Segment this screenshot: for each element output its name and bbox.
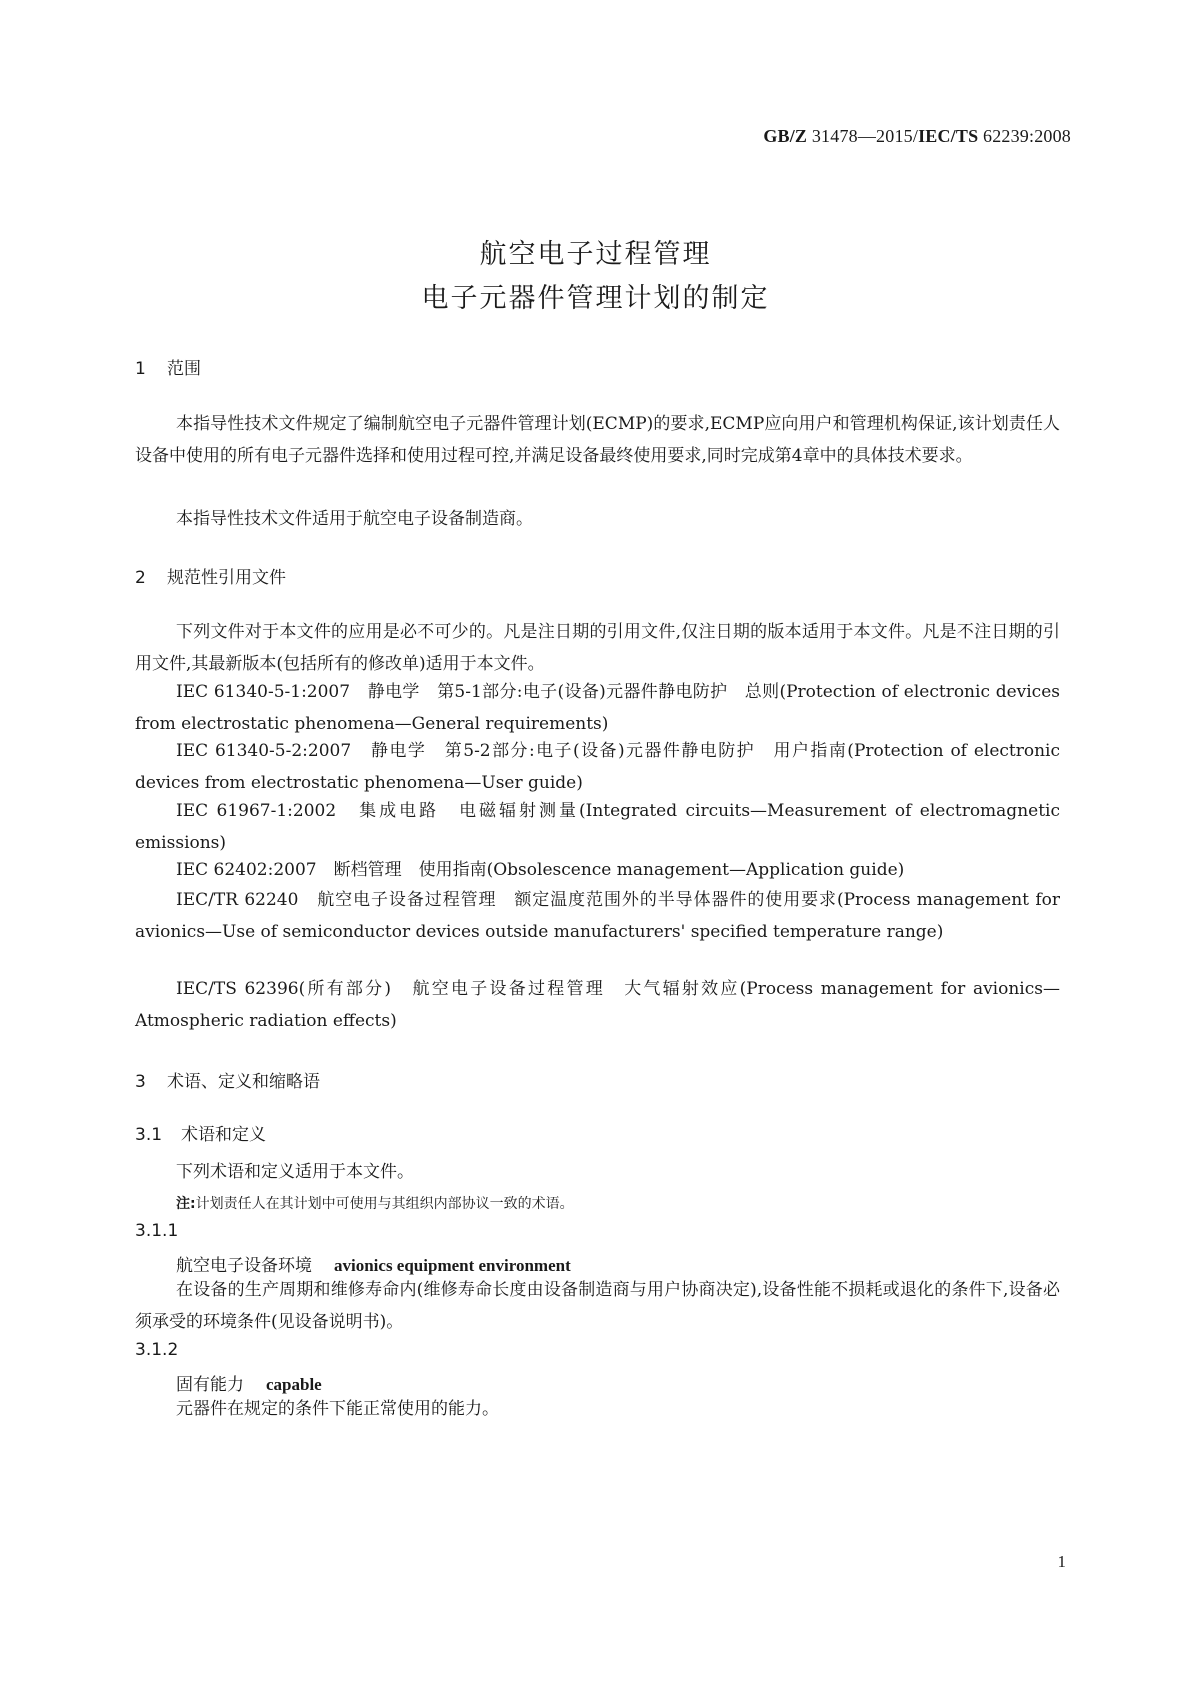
reference-item: IEC 61967-1:2002 集成电路 电磁辐射测量(Integrated circuits—Measurement of electromagnetic emissions) [135,801,1060,853]
note-text: 计划责任人在其计划中可使用与其组织内部协议一致的术语。 [195,1196,574,1212]
reference-item: IEC 61340-5-2:2007 静电学 第5-2部分:电子(设备)元器件静电防护 用户指南(Protection of electronic devices from electrostatic phenomena—User guide) [135,741,1060,793]
terms-intro: 下列术语和定义适用于本文件。 [176,1162,414,1182]
doc-code-part3: IEC/TS [918,126,979,146]
term-number: 3.1.2 [135,1340,179,1360]
reference-item: IEC 62402:2007 断档管理 使用指南(Obsolescence management—Application guide) [176,860,905,880]
reference-item: IEC 61340-5-1:2007 静电学 第5-1部分:电子(设备)元器件静电防护 总则(Protection of electronic devices from electrostatic phenomena—General requirements) [135,682,1060,734]
doc-code-part2: 31478—2015/ [807,126,919,146]
section-title: 范围 [167,359,201,379]
document-code [763,126,1071,147]
term-zh: 航空电子设备环境 [176,1256,312,1276]
section-title: 规范性引用文件 [167,568,286,588]
page-title-line2: 电子元器件管理计划的制定 [421,283,770,314]
term-heading [176,1251,571,1276]
section-heading-normative [135,563,286,588]
note-label: 注: [176,1196,196,1212]
page-number: 1 [1057,1552,1066,1571]
terms-note [176,1193,574,1213]
term-definition: 在设备的生产周期和维修寿命内(维修寿命长度由设备制造商与用户协商决定),设备性能不损耗或退化的条件下,设备必须承受的环境条件(见设备说明书)。 [135,1280,1060,1332]
section-number: 1 [135,359,146,379]
section-number: 3.1 [135,1125,163,1145]
section-title: 术语、定义和缩略语 [167,1072,320,1092]
reference-item: IEC/TR 62240 航空电子设备过程管理 额定温度范围外的半导体器件的使用要求(Process management for avionics—Use of semiconductor devices outside manufacturers' specified temperature range) [135,890,1060,942]
term-en: capable [266,1375,322,1394]
term-definition: 元器件在规定的条件下能正常使用的能力。 [176,1399,499,1419]
term-zh: 固有能力 [176,1375,244,1395]
section-title: 术语和定义 [181,1125,266,1145]
term-heading [176,1370,322,1395]
scope-paragraph-1: 本指导性技术文件规定了编制航空电子元器件管理计划(ECMP)的要求,ECMP应向用户和管理机构保证,该计划责任人设备中使用的所有电子元器件选择和使用过程可控,并满足设备最终使用要求,同时完成第4章中的具体技术要求。 [135,414,1060,466]
subsection-heading-terms-definitions [135,1120,266,1145]
section-number: 2 [135,568,146,588]
term-en: avionics equipment environment [334,1256,571,1275]
term-number: 3.1.1 [135,1221,179,1241]
doc-code-part4: 62239:2008 [978,126,1071,146]
section-heading-terms [135,1067,320,1092]
reference-item: IEC/TS 62396(所有部分) 航空电子设备过程管理 大气辐射效应(Process management for avionics—Atmospheric radiation effects) [135,979,1060,1031]
normative-intro: 下列文件对于本文件的应用是必不可少的。凡是注日期的引用文件,仅注日期的版本适用于本文件。凡是不注日期的引用文件,其最新版本(包括所有的修改单)适用于本文件。 [135,622,1060,674]
scope-paragraph-2: 本指导性技术文件适用于航空电子设备制造商。 [176,509,533,529]
section-number: 3 [135,1072,146,1092]
page-title-line1: 航空电子过程管理 [479,239,712,270]
section-heading-scope [135,354,201,379]
doc-code-part1: GB/Z [763,126,808,146]
